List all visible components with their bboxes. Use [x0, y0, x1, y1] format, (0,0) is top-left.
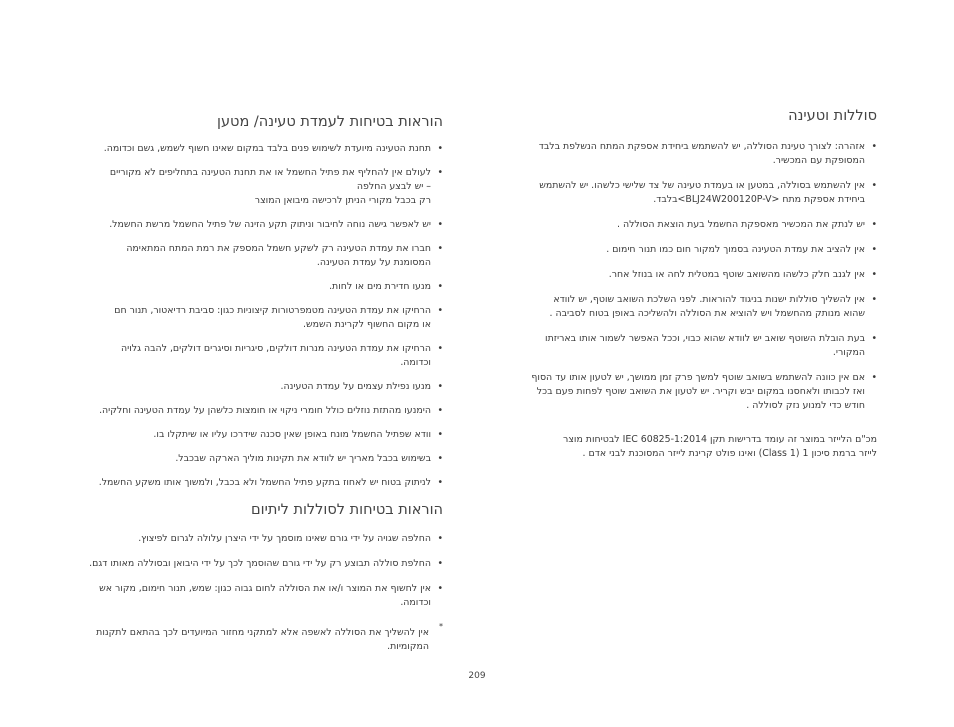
- bullet: •: [437, 343, 443, 354]
- list-item-text: לעולם אין להחליף את פתיל החשמל או את תחנת הטעינה בתחליפים לא מקוריים: [109, 167, 431, 178]
- list-item-text: הימנעו מהתזת נוזלים כולל חומרי ניקוי או חומצות כלשהן על עמדת הטעינה וחלקיה.: [99, 405, 431, 416]
- list-item-text: וודא שפתיל החשמל מונח באופן שאין סכנה שידרכו עליו או שיתקלו בו.: [153, 429, 431, 440]
- bullet: •: [437, 558, 443, 569]
- list-item-text: בשימוש בכבל מאריך יש לוודא את תקינות מוליך הארקה שבכבל.: [175, 453, 431, 464]
- footnote-line: המקומיות.: [387, 641, 429, 652]
- list-item-text: אין לחשוף את המוצר ו/או את הסוללה לחום גבוה כגון: שמש, תנור חימום, מקור אש: [99, 583, 431, 594]
- bullet: •: [871, 372, 877, 383]
- list-item: [505, 218, 877, 232]
- list-item-text: אין להשתמש בסוללה, במטען או בעמדת טעינה של צד שלישי כלשהו. יש להשתמש: [539, 180, 865, 191]
- list-item-text: חודש כדי למנוע נזק לסוללה .: [746, 400, 865, 411]
- list-item-text: ביחידת אספקת מתח <BLJ24W200120P-V>בלבד.: [653, 194, 865, 205]
- list-item-text: חברו את עמדת הטעינה רק לשקע חשמל המספק את רמת המתח המתאימה: [126, 243, 431, 254]
- list-item: [65, 532, 443, 546]
- bullet: •: [871, 294, 877, 305]
- list-item: [65, 166, 443, 208]
- list-item: [65, 380, 443, 394]
- list-item: [505, 179, 877, 207]
- battery-charging-section: [505, 106, 877, 461]
- bullet: •: [437, 453, 443, 464]
- bullet: •: [437, 477, 443, 488]
- bullet: •: [871, 219, 877, 230]
- bullet: •: [871, 269, 877, 280]
- list-item: [505, 293, 877, 321]
- list-item-text: הרחיקו את עמדת הטעינה מטמפרטורות קיצוניות כגון: סביבת רדיאטור, תנור חם: [114, 305, 431, 316]
- bullet: •: [871, 244, 877, 255]
- list-item-text: וכדומה.: [400, 597, 431, 608]
- list-item-text: אין לגנב חלק כלשהו מהשואב שוטף במטלית לחה או בנוזל אחר.: [608, 269, 865, 280]
- bullet: •: [437, 243, 443, 254]
- bullet: •: [871, 333, 877, 344]
- list-item-text: מנעו נפילת עצמים על עמדת הטעינה.: [280, 381, 431, 392]
- list-item: [65, 342, 443, 370]
- list-item: [505, 332, 877, 360]
- list-item-text: אזהרה: לצורך טעינת הסוללה, יש להשתמש ביחידת אספקת המתח הנשלפת בלבד: [538, 141, 865, 152]
- list-item: [65, 218, 443, 232]
- list-item-text: המסומנת על עמדת הטעינה.: [316, 257, 431, 268]
- section-title-charging: סוללות וטעינה: [788, 108, 877, 124]
- list-item-text: המקורי.: [832, 347, 865, 358]
- list-item-text: או מקום החשוף לקרינת השמש.: [302, 319, 431, 330]
- list-item-text: בעת הובלת השוטף שואב יש לוודא שהוא כבוי, וככל האפשר לשמור אותו באריזתו: [545, 333, 865, 344]
- footnote-mark: *: [439, 622, 443, 631]
- footnote-line: אין להשליך את הסוללה לאשפה אלא למתקני מחזור המיועדים לכך בהתאם לתקנות: [96, 627, 429, 638]
- charger-safety-section: [65, 112, 443, 654]
- lithium-safety-list: [65, 532, 443, 610]
- list-item-text: יש לנתק את המכשיר מאספקת החשמל בעת הוצאת הסוללה .: [617, 219, 865, 230]
- charger-safety-list: [65, 142, 443, 490]
- laser-note: [505, 433, 877, 461]
- bullet: •: [437, 219, 443, 230]
- list-item-text: לניתוק בטוח יש לאחוז בתקע פתיל החשמל ולא בכבל, ולמשוך אותו משקע החשמל.: [98, 477, 431, 488]
- list-item-text: – יש לבצע החלפה: [356, 181, 431, 192]
- bullet: •: [437, 533, 443, 544]
- bullet: •: [437, 429, 443, 440]
- list-item-text: החלפת סוללה תבוצע רק על ידי גורם שהוסמך לכך על ידי היבואן ובסוללה מאותו דגם.: [89, 558, 431, 569]
- list-item: [65, 280, 443, 294]
- list-item-text: רק בכבל מקורי הניתן לרכישה מיבואן המוצר: [254, 195, 431, 206]
- list-item: [65, 428, 443, 442]
- list-item-text: אין להציב את עמדת הטעינה בסמוך למקור חום כמו תנור חימום .: [606, 244, 865, 255]
- list-item: [505, 243, 877, 257]
- list-item: [505, 268, 877, 282]
- list-item-text: אין להשליך סוללות ישנות בניגוד להוראות. לפני השלכת השואב שוטף, יש לוודא: [553, 294, 865, 305]
- bullet: •: [871, 141, 877, 152]
- page-number: 209: [468, 671, 486, 681]
- bullet: •: [437, 143, 443, 154]
- bullet: •: [437, 281, 443, 292]
- list-item-text: מנעו חדירת מים או לחות.: [329, 281, 431, 292]
- bullet: •: [437, 167, 443, 178]
- list-item-text: תחנת הטעינה מיועדת לשימוש פנים בלבד במקום שאינו חשוף לשמש, גשם וכדומה.: [103, 143, 431, 154]
- list-item: [505, 140, 877, 168]
- charging-list: [505, 140, 877, 413]
- list-item: [65, 557, 443, 571]
- section-title-charger-safety: הוראות בטיחות לעמדת טעינה/ מטען: [217, 114, 443, 130]
- laser-note-line: לייזר ברמת סיכון 1 (Class 1) ואינו פולט קרינת לייזר המסוכנת לבני אדם .: [582, 448, 877, 459]
- bullet: •: [871, 180, 877, 191]
- list-item: [65, 304, 443, 332]
- bullet: •: [437, 381, 443, 392]
- list-item-text: יש לאפשר גישה נוחה לחיבור וניתוק תקע הזינה של פתיל החשמל מרשת החשמל.: [109, 219, 431, 230]
- list-item-text: המסופקת עם המכשיר.: [772, 155, 865, 166]
- list-item: [65, 476, 443, 490]
- list-item: [65, 582, 443, 610]
- list-item: [65, 142, 443, 156]
- laser-note-line: מכ"ם הלייזר במוצר זה עומד בדרישות תקן IEC 60825-1:2014 לבטיחות מוצר: [563, 434, 877, 445]
- bullet: •: [437, 583, 443, 594]
- bullet: •: [437, 405, 443, 416]
- bullet: •: [437, 305, 443, 316]
- disposal-footnote: [65, 622, 443, 654]
- list-item-text: אם אין כוונה להשתמש בשואב שוטף למשך פרק זמן ממושך, יש לטעון אותו עד הסוף: [531, 372, 865, 383]
- section-title-lithium-safety: הוראות בטיחות לסוללות ליתיום: [251, 502, 443, 518]
- list-item-text: וכדומה.: [400, 357, 431, 368]
- list-item: [65, 242, 443, 270]
- list-item: [65, 452, 443, 466]
- list-item: [505, 371, 877, 413]
- list-item-text: ואז לכבותו ולאחסנו במקום יבש וקריר. יש לטעון את השואב שוטף לפחות פעם בכל: [536, 386, 865, 397]
- list-item: [65, 404, 443, 418]
- list-item-text: הרחיקו את עמדת הטעינה מנרות דולקים, סיגריות וסיגרים דולקים, להבה גלויה: [121, 343, 431, 354]
- list-item-text: שהוא מנותק מהחשמל ויש להוציא את הסוללה ולהשליכה באופן בטוח לסביבה .: [549, 308, 865, 319]
- list-item-text: החלפה שגויה על ידי גורם שאינו מוסמך על ידי היצרן עלולה לגרום לפיצוץ.: [138, 533, 431, 544]
